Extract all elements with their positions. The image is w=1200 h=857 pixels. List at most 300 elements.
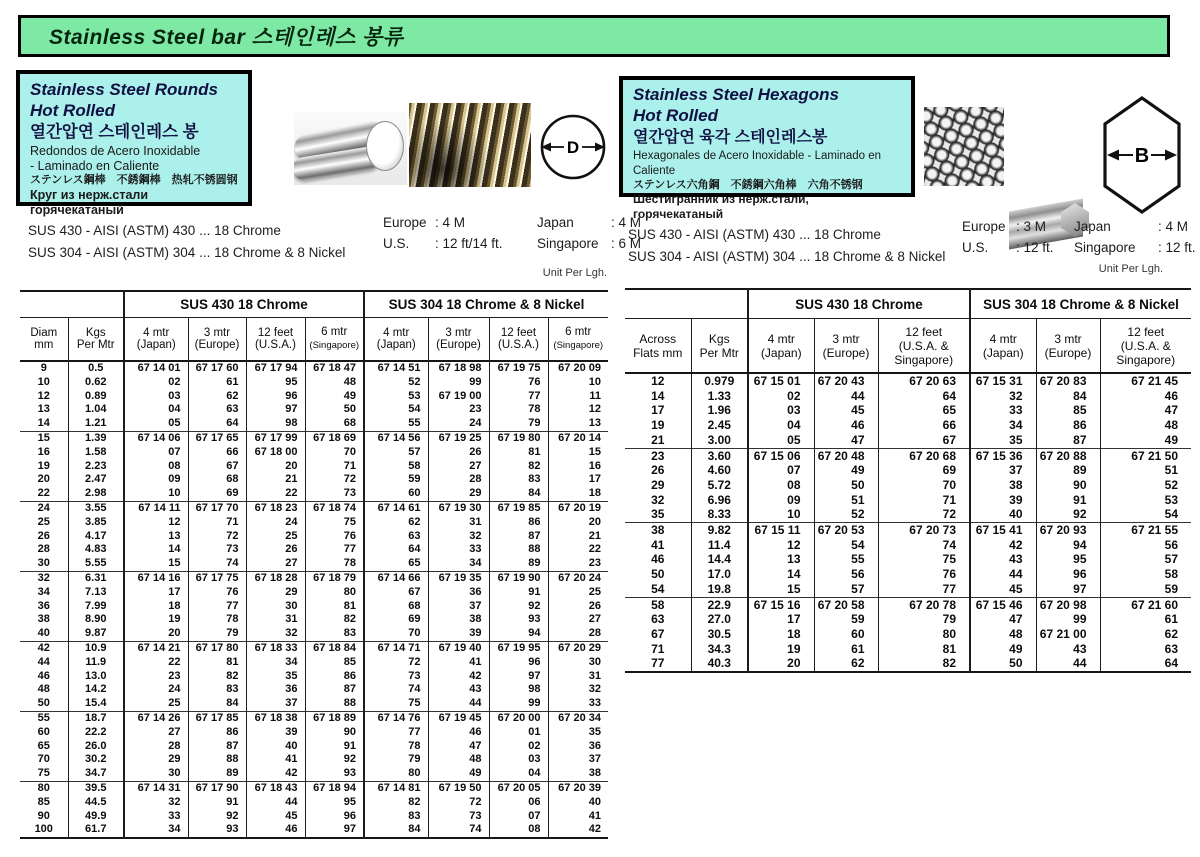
hexagons-title-russian: Шестигранник из нерж.стали, горячекатаный [633,192,809,221]
code-cell: 72 [428,796,489,810]
code-cell: 35 [970,433,1036,448]
code-cell: 68 [188,473,246,487]
page-title: Stainless Steel bar 스테인레스 봉류 [49,26,404,49]
table-row [20,516,608,530]
code-cell: 03 [124,390,188,404]
table-row [625,478,1191,493]
dimension-cell: 14.2 [68,683,124,697]
column-header: 6 mtr (Singapore) [305,318,364,362]
dimension-cell: 40 [37,627,50,640]
dimension-cell: 63 [651,612,665,627]
dimension-cell: 20 [37,473,50,486]
table-row [20,390,608,404]
code-cell: 03 [489,753,548,767]
code-cell: 34 [124,823,188,838]
code-cell: 83 [188,683,246,697]
dimension-cell: 14.4 [691,552,748,567]
code-cell: 67 19 35 [428,571,489,585]
code-cell: 44 [814,389,878,404]
table-row [625,612,1191,627]
code-cell: 67 14 81 [364,781,428,795]
code-cell: 69 [878,463,970,478]
dimension-cell: 41 [651,537,665,552]
code-cell: 23 [548,557,608,571]
code-cell: 38 [548,767,608,781]
dimension-cell: 24 [20,501,68,515]
code-cell: 96 [305,810,364,824]
code-cell: 87 [188,740,246,754]
dimension-cell: 26 [651,463,665,478]
code-cell: 67 15 06 [748,448,814,463]
diameter-diagram-icon [538,110,608,184]
column-header: 4 mtr (Japan) [124,318,188,362]
hexagons-grade-specs [628,224,945,268]
code-cell: 63 [364,530,428,544]
code-cell: 49 [1100,433,1191,448]
code-cell: 49 [305,390,364,404]
rounds-title-korean: 열간압연 스테인레스 봉 [30,123,199,141]
code-cell: 75 [364,697,428,711]
code-cell: 25 [124,697,188,711]
code-cell: 56 [814,567,878,582]
code-cell: 22 [124,656,188,670]
code-cell: 67 20 83 [1036,373,1100,389]
spec-line: SUS 304 - AISI (ASTM) 304 ... 18 Chrome & 8 Nickel [628,249,946,264]
dimension-cell: 25 [37,515,50,528]
dimension-cell: 7.13 [68,586,124,600]
code-cell: 67 20 43 [814,373,878,389]
code-cell: 44 [1036,656,1100,672]
code-cell: 27 [548,613,608,627]
dimension-cell: 54 [651,581,665,596]
dimension-cell: 100 [34,823,53,836]
dimension-cell: 14 [651,388,665,403]
code-cell: 40 [970,507,1036,522]
hexagons-unit-note: Unit Per Lgh. [1098,263,1163,275]
table-row [20,446,608,460]
code-cell: 67 19 45 [428,711,489,725]
table-row [20,796,608,810]
code-cell: 86 [188,726,246,740]
code-cell: 52 [364,376,428,390]
code-cell: 64 [878,389,970,404]
table-corner [625,289,748,319]
column-header: 3 mtr (Europe) [428,318,489,362]
code-cell: 67 18 84 [305,641,364,655]
spec-line: SUS 430 - AISI (ASTM) 430 ... 18 Chrome [28,223,281,238]
code-cell: 73 [188,543,246,557]
code-cell: 17 [124,586,188,600]
code-cell: 10 [748,507,814,522]
dimension-cell: 38 [37,613,50,626]
code-cell: 36 [548,740,608,754]
code-cell: 09 [124,473,188,487]
dimension-cell: 2.47 [68,473,124,487]
group-header: SUS 430 18 Chrome [748,289,970,319]
code-cell: 65 [364,557,428,571]
dimension-cell: 23 [625,448,691,463]
code-cell: 39 [246,726,305,740]
dimension-cell: 17.0 [691,567,748,582]
code-cell: 95 [305,796,364,810]
table-row [625,642,1191,657]
code-cell: 89 [489,557,548,571]
code-cell: 22 [246,487,305,501]
code-cell: 67 20 34 [548,711,608,725]
length-label: Japan [537,215,574,230]
code-cell: 49 [970,642,1036,657]
code-cell: 74 [428,823,489,838]
code-cell: 67 21 55 [1100,523,1191,538]
code-cell: 67 18 98 [428,361,489,376]
code-cell: 04 [748,418,814,433]
dimension-cell: 90 [37,809,50,822]
code-cell: 35 [548,726,608,740]
dimension-cell: 58 [625,597,691,612]
dimension-cell: 1.04 [68,403,124,417]
code-cell: 65 [878,403,970,418]
table-row [625,403,1191,418]
code-cell: 86 [305,670,364,684]
code-cell: 44 [246,796,305,810]
column-header: Across Flats mm [625,319,691,374]
code-cell: 22 [548,543,608,557]
code-cell: 93 [489,613,548,627]
code-cell: 47 [970,612,1036,627]
table-row [625,567,1191,582]
code-cell: 70 [305,446,364,460]
code-cell: 82 [364,796,428,810]
code-cell: 10 [548,376,608,390]
dimension-cell: 50 [37,697,50,710]
code-cell: 21 [246,473,305,487]
code-cell: 83 [305,627,364,641]
code-cell: 67 18 00 [246,446,305,460]
code-cell: 15 [548,446,608,460]
code-cell: 67 19 80 [489,431,548,445]
code-cell: 42 [246,767,305,781]
code-cell: 26 [246,543,305,557]
dimension-cell: 46 [37,669,50,682]
table-row [20,487,608,501]
code-cell: 62 [814,656,878,672]
code-cell: 52 [814,507,878,522]
code-cell: 76 [489,376,548,390]
table-row [20,753,608,767]
dimension-cell: 80 [20,781,68,795]
table-row [625,627,1191,642]
price-table [20,290,608,839]
code-cell: 37 [548,753,608,767]
code-cell: 52 [1100,478,1191,493]
code-cell: 79 [489,417,548,431]
dimension-cell: 17 [651,403,665,418]
code-cell: 05 [124,417,188,431]
hexagons-length-info [962,219,1200,255]
code-cell: 82 [188,670,246,684]
code-cell: 28 [548,627,608,641]
column-header: Diam mm [20,318,68,362]
hexagons-subtitle: Hot Rolled [633,106,718,125]
code-cell: 67 20 68 [878,448,970,463]
code-cell: 21 [548,530,608,544]
code-cell: 04 [489,767,548,781]
code-cell: 27 [246,557,305,571]
code-cell: 31 [246,613,305,627]
dimension-cell: 65 [37,739,50,752]
rounds-table [20,290,608,839]
code-cell: 19 [748,642,814,657]
code-cell: 85 [1036,403,1100,418]
code-cell: 67 20 98 [1036,597,1100,612]
code-cell: 77 [188,600,246,614]
hexagons-bundle-photo [924,107,1004,186]
code-cell: 94 [489,627,548,641]
dimension-cell: 10 [37,375,50,388]
dimension-cell: 34.7 [68,767,124,781]
spec-line: SUS 304 - AISI (ASTM) 304 ... 18 Chrome & 8 Nickel [28,245,346,260]
dimension-cell: 38 [625,523,691,538]
table-row [625,552,1191,567]
code-cell: 84 [1036,389,1100,404]
code-cell: 59 [364,473,428,487]
code-cell: 77 [489,390,548,404]
code-cell: 59 [814,612,878,627]
code-cell: 43 [970,552,1036,567]
code-cell: 67 20 63 [878,373,970,389]
length-label: Singapore [1074,240,1136,255]
column-header: 4 mtr (Japan) [970,319,1036,374]
dimension-cell: 3.85 [68,516,124,530]
dimension-cell: 7.99 [68,600,124,614]
table-row [20,417,608,431]
code-cell: 47 [814,433,878,448]
code-cell: 51 [1100,463,1191,478]
code-cell: 72 [364,656,428,670]
rounds-title-russian: Круг из нерж.стали горячекатаный [30,188,149,217]
code-cell: 67 17 70 [188,501,246,515]
code-cell: 70 [878,478,970,493]
price-table [625,288,1191,673]
code-cell: 91 [1036,493,1100,508]
code-cell: 40 [548,796,608,810]
code-cell: 79 [364,753,428,767]
dimension-cell: 1.58 [68,446,124,460]
table-row [20,781,608,795]
code-cell: 11 [548,390,608,404]
column-header: 12 feet (U.S.A. & Singapore) [878,319,970,374]
code-cell: 67 18 69 [305,431,364,445]
length-label: Singapore [537,236,599,251]
code-cell: 06 [489,796,548,810]
dimension-cell: 4.17 [68,530,124,544]
code-cell: 95 [246,376,305,390]
code-cell: 67 20 05 [489,781,548,795]
code-cell: 67 15 16 [748,597,814,612]
code-cell: 32 [124,796,188,810]
code-cell: 62 [364,516,428,530]
code-cell: 67 14 06 [124,431,188,445]
code-cell: 67 19 95 [489,641,548,655]
table-row [20,501,608,515]
code-cell: 08 [748,478,814,493]
column-header: Kgs Per Mtr [68,318,124,362]
table-corner [20,291,124,318]
code-cell: 67 20 39 [548,781,608,795]
column-header: 12 feet (U.S.A.) [246,318,305,362]
table-row [20,613,608,627]
code-cell: 60 [364,487,428,501]
code-cell: 67 14 56 [364,431,428,445]
code-cell: 67 14 11 [124,501,188,515]
code-cell: 73 [428,810,489,824]
code-cell: 67 20 29 [548,641,608,655]
dimension-cell: 11.4 [691,538,748,553]
table-row [20,810,608,824]
dimension-cell: 16 [37,445,50,458]
dimension-cell: 71 [651,641,665,656]
code-cell: 67 21 00 [1036,627,1100,642]
code-cell: 67 14 51 [364,361,428,376]
dimension-cell: 26 [37,529,50,542]
dimension-cell: 30.2 [68,753,124,767]
code-cell: 90 [305,726,364,740]
code-cell: 70 [364,627,428,641]
code-cell: 29 [428,487,489,501]
code-cell: 27 [428,460,489,474]
code-cell: 81 [188,656,246,670]
code-cell: 57 [1100,552,1191,567]
code-cell: 89 [188,767,246,781]
code-cell: 08 [124,460,188,474]
code-cell: 89 [1036,463,1100,478]
dimension-cell: 5.72 [691,478,748,493]
code-cell: 92 [188,810,246,824]
column-header: 4 mtr (Japan) [748,319,814,374]
code-cell: 67 14 21 [124,641,188,655]
code-cell: 07 [748,463,814,478]
code-cell: 72 [878,507,970,522]
code-cell: 46 [814,418,878,433]
code-cell: 81 [878,642,970,657]
code-cell: 80 [305,586,364,600]
code-cell: 67 15 31 [970,373,1036,389]
code-cell: 47 [1100,403,1191,418]
code-cell: 73 [364,670,428,684]
code-cell: 83 [364,810,428,824]
code-cell: 59 [1100,582,1191,597]
code-cell: 43 [1036,642,1100,657]
code-cell: 39 [970,493,1036,508]
code-cell: 07 [124,446,188,460]
code-cell: 91 [305,740,364,754]
code-cell: 67 18 74 [305,501,364,515]
table-row [625,582,1191,597]
code-cell: 72 [305,473,364,487]
code-cell: 97 [305,823,364,838]
code-cell: 67 17 75 [188,571,246,585]
dimension-cell: 61.7 [68,823,124,838]
code-cell: 67 20 19 [548,501,608,515]
code-cell: 74 [188,557,246,571]
dimension-cell: 48 [37,683,50,696]
code-cell: 67 18 79 [305,571,364,585]
table-row [20,431,608,445]
dimension-cell: 0.62 [68,376,124,390]
code-cell: 77 [364,726,428,740]
code-cell: 82 [305,613,364,627]
hexagons-table [625,288,1191,673]
code-cell: 99 [1036,612,1100,627]
code-cell: 58 [364,460,428,474]
spec-line: SUS 430 - AISI (ASTM) 430 ... 18 Chrome [628,227,881,242]
code-cell: 55 [364,417,428,431]
dimension-cell: 46 [651,552,665,567]
column-header: 12 feet (U.S.A. & Singapore) [1100,319,1191,374]
code-cell: 67 18 94 [305,781,364,795]
table-row [625,373,1191,389]
column-header: Kgs Per Mtr [691,319,748,374]
code-cell: 23 [428,403,489,417]
code-cell: 67 14 76 [364,711,428,725]
code-cell: 18 [748,627,814,642]
code-cell: 04 [124,403,188,417]
code-cell: 17 [548,473,608,487]
dimension-cell: 6.96 [691,493,748,508]
code-cell: 87 [1036,433,1100,448]
code-cell: 61 [814,642,878,657]
code-cell: 82 [489,460,548,474]
code-cell: 02 [124,376,188,390]
dimension-cell: 34.3 [691,642,748,657]
code-cell: 41 [428,656,489,670]
dimension-cell: 28 [37,543,50,556]
dimension-cell: 67 [651,626,665,641]
dimension-cell: 15.4 [68,697,124,711]
code-cell: 67 20 73 [878,523,970,538]
table-row [20,376,608,390]
code-cell: 96 [246,390,305,404]
rounds-grade-specs [28,220,345,264]
dimension-cell: 14 [37,417,50,430]
code-cell: 64 [364,543,428,557]
code-cell: 99 [428,376,489,390]
dimension-cell: 9.82 [691,523,748,538]
code-cell: 67 14 31 [124,781,188,795]
table-row [20,571,608,585]
dimension-cell: 55 [20,711,68,725]
column-header: 3 mtr (Europe) [1036,319,1100,374]
dimension-cell: 13 [37,403,50,416]
code-cell: 67 17 90 [188,781,246,795]
code-cell: 15 [124,557,188,571]
dimension-cell: 5.55 [68,557,124,571]
code-cell: 34 [246,656,305,670]
dimension-cell: 15 [20,431,68,445]
table-row [20,403,608,417]
code-cell: 73 [305,487,364,501]
dimension-cell: 26.0 [68,740,124,754]
dimension-cell: 9 [40,362,47,374]
code-cell: 67 19 50 [428,781,489,795]
rod-ends-pattern [924,107,1004,186]
code-cell: 67 20 48 [814,448,878,463]
code-cell: 56 [1100,538,1191,553]
code-cell: 24 [246,516,305,530]
code-cell: 67 [878,433,970,448]
code-cell: 67 15 11 [748,523,814,538]
group-header: SUS 430 18 Chrome [124,291,364,318]
